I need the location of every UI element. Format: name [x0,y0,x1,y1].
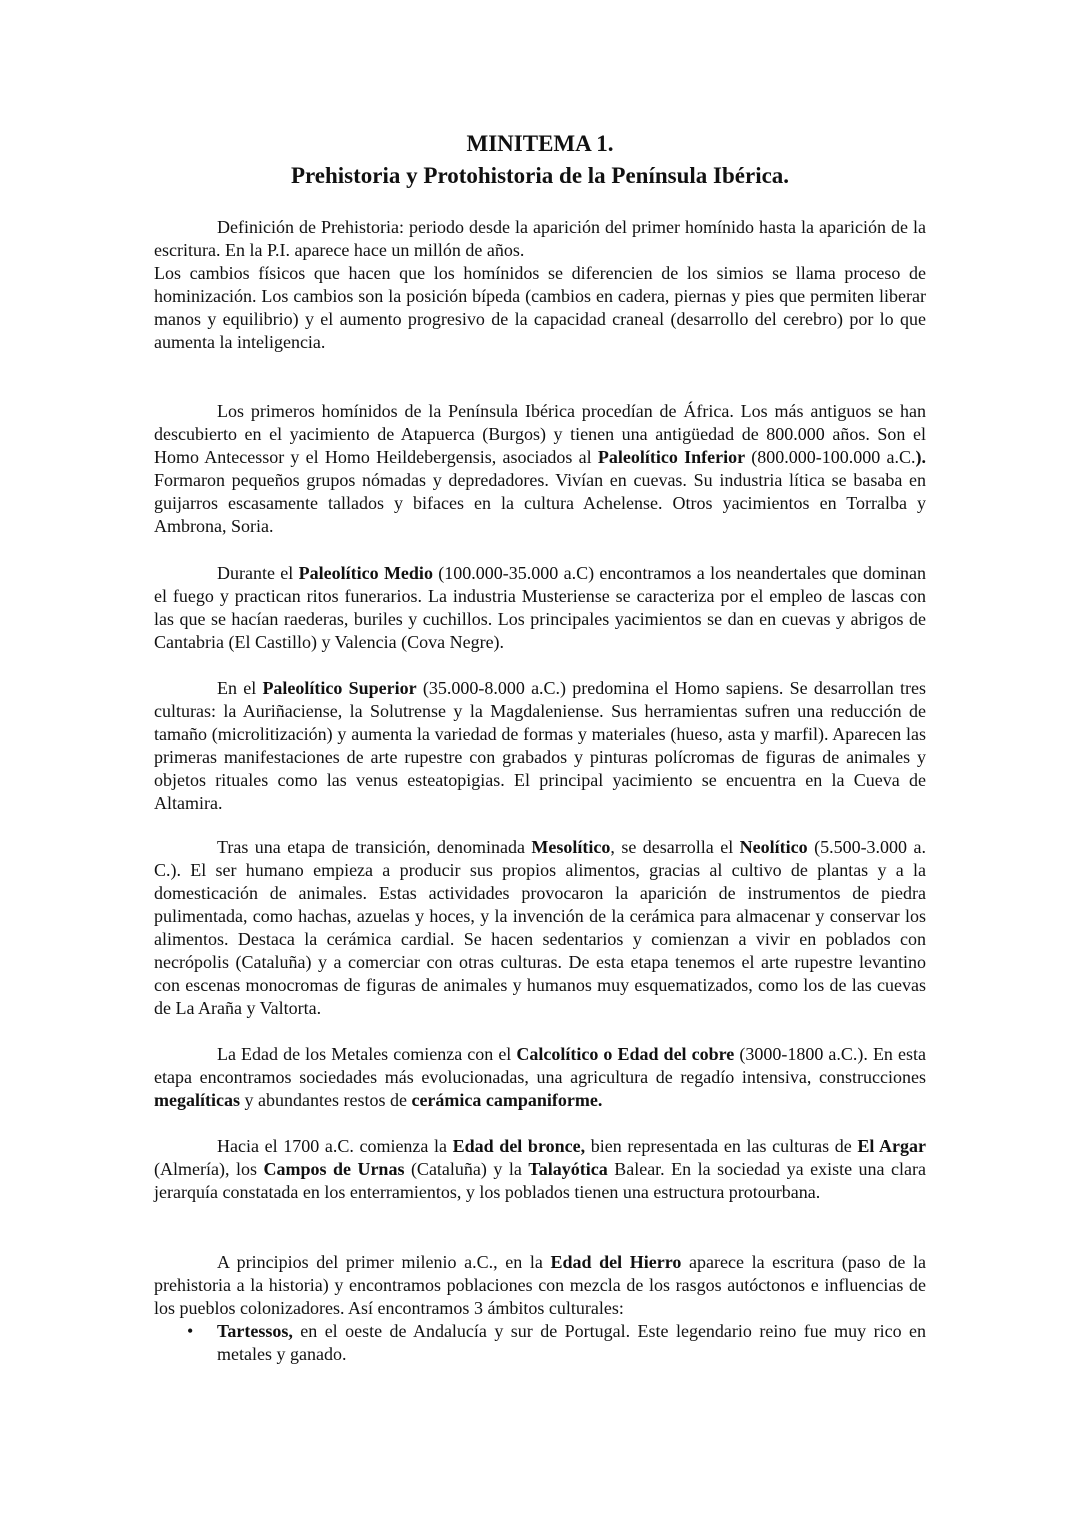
text-span: En el [217,678,263,698]
bold-punctuation: ). [915,447,927,467]
term-ceramica-campaniforme: cerámica campaniforme. [411,1090,603,1110]
text-span: aparece la escritura (paso de la prehistoria a la historia) y encontramos poblaciones con mezcla de los rasgos autóctonos e influencias de los pueblos colonizadores. Así encontramos 3 ámbitos culturales: [154,1252,926,1318]
paragraph-paleolithic-lower [154,400,926,538]
term-edad-del-hierro: Edad del Hierro [550,1252,682,1272]
term-paleolitico-inferior: Paleolítico Inferior [597,447,746,467]
list-item [154,1320,926,1366]
text-span: Los cambios físicos que hacen que los homínidos se diferencien de los simios se llama proceso de hominización. Los cambios son la posición bípeda (cambios en cadera, piernas y pies que permiten liberar manos y equilibrio) y el aumento progresivo de la capacidad craneal (desarrollo del cerebro) por lo que aumenta la inteligencia. [154,263,926,352]
paragraph-hominization [154,262,926,354]
term-mesolitico: Mesolítico [531,837,611,857]
paragraph-definition [154,216,926,262]
text-span: (Almería), los [154,1159,264,1179]
text-span: Hacia el 1700 a.C. comienza la [217,1136,453,1156]
text-span: A principios del primer milenio a.C., en la [217,1252,551,1272]
term-paleolitico-medio: Paleolítico Medio [298,563,433,583]
text-span: Formaron pequeños grupos nómadas y depredadores. Vivían en cuevas. Su industria lítica se basaba en guijarros escasamente tallados y bifaces en la cultura Achelense. Otros yacimientos en Torralba y Ambrona, Soria. [154,470,926,536]
term-neolitico: Neolítico [739,837,808,857]
text-span: (100.000-35.000 a.C) encontramos a los neandertales que dominan el fuego y practican ritos funerarios. La industria Musteriense se caracteriza por el empleo de lascas con las que se hacían raederas, buriles y cuchillos. Los principales yacimientos se dan en cuevas y abrigos de Cantabria (El Castillo) y Valencia (Cova Negre). [154,563,927,652]
term-megaliticas: megalíticas [154,1090,240,1110]
text-span: La Edad de los Metales comienza con el [217,1044,517,1064]
paragraph-bronze-age [154,1135,926,1204]
text-span: (800.000-100.000 a.C. [745,447,916,467]
text-span: , se desarrolla el [610,837,740,857]
text-span: bien representada en las culturas de [585,1136,858,1156]
term-edad-del-bronce: Edad del bronce, [452,1136,586,1156]
paragraph-calcolithic [154,1043,926,1112]
paragraph-paleolithic-upper [154,677,926,815]
text-span: Durante el [217,563,299,583]
text-span: y abundantes restos de [239,1090,412,1110]
list-item-text [217,1320,926,1366]
text-span: (Cataluña) y la [404,1159,529,1179]
text-span: (3000-1800 a.C.). En esta etapa encontramos sociedades más evolucionadas, una agricultura de regadío intensiva, construcciones [154,1044,926,1087]
text-span: Los primeros homínidos de la Península Ibérica procedían de África. Los más antiguos se han descubierto en el yacimiento de Atapuerca (Burgos) y tienen una antigüedad de 800.000 años. Son el Homo Antecessor y el Homo Heildebergensis, asociados al [154,401,926,467]
text-span: Tras una etapa de transición, denominada [217,837,532,857]
text-span: (5.500-3.000 a. C.). El ser humano empieza a producir sus propios alimentos, gracias al cultivo de plantas y a la domesticación de animales. Estas actividades provocaron la aparición de instrumentos de piedra pulimentada, como hachas, azuelas y hoces, y la invención de la cerámica para almacenar y conservar los alimentos. Destaca la cerámica cardial. Se hacen sedentarios y comienzan a vivir en poblados con necrópolis (Cataluña) y a comerciar con otras culturas. De esta etapa tenemos el arte rupestre levantino con escenas monocromas de figuras de animales y humanos muy esquematizados, como los de las cuevas de La Araña y Valtorta. [154,837,926,1018]
term-el-argar: El Argar [857,1136,926,1156]
term-calcolitico: Calcolítico o Edad del cobre [516,1044,735,1064]
text-span: Balear. En la sociedad ya existe una clara jerarquía constatada en los enterramientos, y los poblados tienen una estructura protourbana. [154,1159,926,1202]
text-span: en el oeste de Andalucía y sur de Portugal. Este legendario reino fue muy rico en metales y ganado. [217,1321,926,1364]
term-campos-de-urnas: Campos de Urnas [263,1159,405,1179]
text-span: Definición de Prehistoria: periodo desde la aparición del primer homínido hasta la aparición de la escritura. En la P.I. aparece hace un millón de años. [154,217,926,260]
term-talayotica: Talayótica [528,1159,608,1179]
paragraph-neolithic [154,836,926,1020]
bullet-icon: • [187,1321,194,1341]
term-tartessos: Tartessos, [217,1321,293,1341]
document-title: MINITEMA 1. [466,131,614,156]
term-paleolitico-superior: Paleolítico Superior [262,678,417,698]
document-subtitle: Prehistoria y Protohistoria de la Península Ibérica. [290,163,790,188]
paragraph-paleolithic-middle [154,562,926,654]
paragraph-iron-age [154,1251,926,1320]
text-span: (35.000-8.000 a.C.) predomina el Homo sapiens. Se desarrollan tres culturas: la Auriñaciense, la Solutrense y la Magdaleniense. Sus herramientas sufren una reducción de tamaño (microlitización) y aumenta la variedad de formas y materiales (hueso, asta y marfil). Aparecen las primeras manifestaciones de arte rupestre con grabados y pinturas polícromas de figuras de animales y objetos rituales como las venus esteatopigias. El principal yacimiento se encuentra en la Cueva de Altamira. [154,678,926,813]
